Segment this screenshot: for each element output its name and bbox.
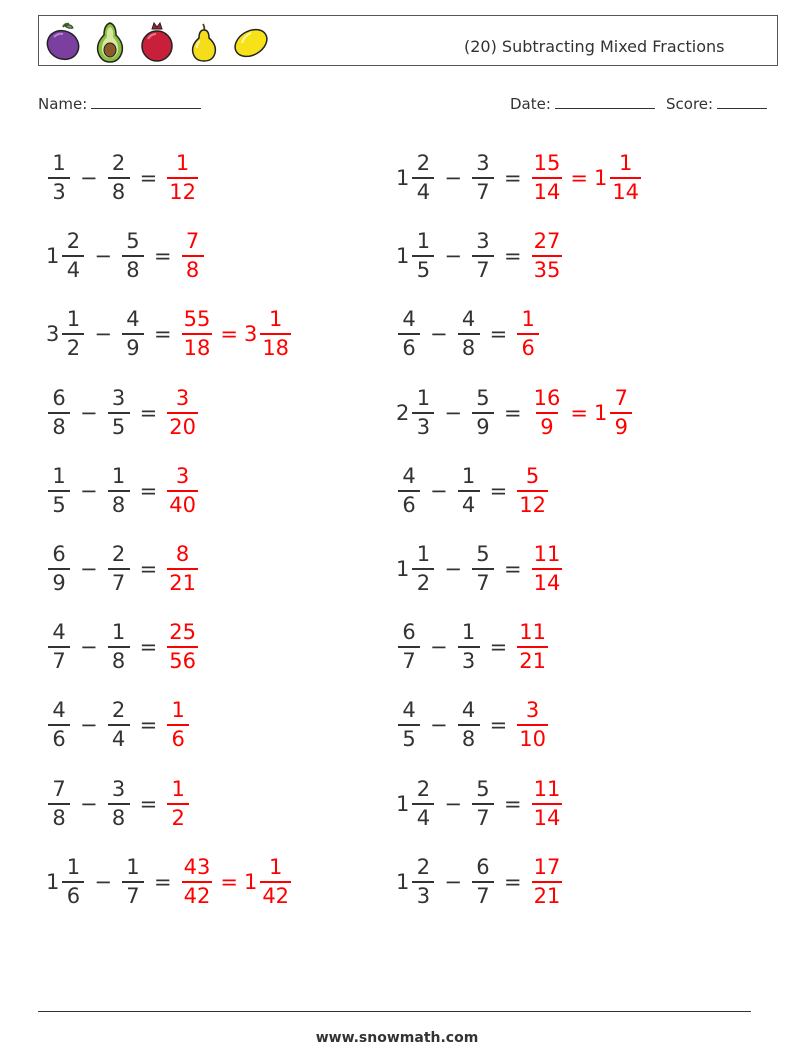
minus-sign: − xyxy=(444,400,462,425)
subtrahend-fraction-denominator: 9 xyxy=(122,333,144,359)
subtrahend-fraction xyxy=(458,622,480,672)
minuend-fraction-numerator: 2 xyxy=(416,776,431,801)
minuend-whole: 1 xyxy=(396,557,410,581)
answer-mixed-fraction xyxy=(610,153,641,203)
minuend-fraction-denominator: 4 xyxy=(412,803,434,829)
minuend-fraction-numerator: 4 xyxy=(402,307,416,332)
subtrahend-fraction-numerator: 1 xyxy=(126,854,140,879)
minuend-fraction-numerator: 1 xyxy=(66,307,81,332)
answer-fraction-denominator: 8 xyxy=(182,255,204,281)
answer xyxy=(530,776,565,830)
subtrahend-fraction-denominator: 8 xyxy=(108,177,130,203)
answer-fraction xyxy=(517,622,548,672)
minuend-fraction-denominator: 8 xyxy=(48,803,70,829)
footer-divider xyxy=(38,1011,751,1012)
minuend-fraction xyxy=(412,153,434,203)
minus-sign: − xyxy=(94,322,112,347)
subtrahend-fraction-denominator: 7 xyxy=(472,803,494,829)
subtrahend-fraction-denominator: 7 xyxy=(472,881,494,907)
answer-fraction xyxy=(182,854,213,908)
minuend-fraction-denominator: 5 xyxy=(412,255,434,281)
answer xyxy=(180,854,293,908)
answer xyxy=(530,153,643,203)
minus-sign: − xyxy=(80,791,98,816)
answer-fraction xyxy=(167,544,198,594)
answer-fraction-numerator: 43 xyxy=(183,854,211,879)
subtrahend-fraction-numerator: 3 xyxy=(476,229,490,254)
minus-sign: − xyxy=(430,478,448,503)
answer-fraction xyxy=(517,309,539,359)
equals-sign: = xyxy=(489,635,508,660)
problem-13 xyxy=(46,617,200,677)
minuend-fraction-numerator: 4 xyxy=(402,463,416,488)
problem-11 xyxy=(46,539,200,599)
answer-mixed-fraction-numerator: 1 xyxy=(618,151,633,175)
minuend-fraction-numerator: 2 xyxy=(66,229,81,254)
minuend-fraction-denominator: 3 xyxy=(412,881,434,907)
minuend-fraction xyxy=(412,544,434,594)
answer-fraction xyxy=(182,309,213,359)
answer-fraction-denominator: 6 xyxy=(517,333,539,359)
answer xyxy=(530,385,635,439)
answer-mixed-whole: 1 xyxy=(593,400,608,425)
subtrahend-fraction-numerator: 5 xyxy=(476,542,490,566)
minuend-fraction xyxy=(48,385,70,439)
answer xyxy=(515,622,550,672)
subtrahend-fraction-numerator: 3 xyxy=(111,385,126,410)
subtrahend-fraction-numerator: 4 xyxy=(461,698,476,723)
problem-10 xyxy=(396,461,550,521)
problem-6 xyxy=(396,304,541,364)
equals-sign: = xyxy=(503,791,522,816)
problem-15 xyxy=(46,695,191,755)
answer-fraction-denominator: 40 xyxy=(167,490,198,516)
answer-fraction-numerator: 11 xyxy=(533,542,561,566)
answer xyxy=(165,463,200,517)
answer-fraction-numerator: 27 xyxy=(533,229,561,254)
answer xyxy=(165,700,191,750)
equals-sign: = xyxy=(489,322,508,347)
minuend-whole: 1 xyxy=(46,869,60,894)
answer-mixed-fraction-numerator: 1 xyxy=(268,854,283,879)
minus-sign: − xyxy=(430,322,448,347)
subtrahend-fraction-numerator: 4 xyxy=(126,307,140,332)
subtrahend-fraction xyxy=(472,854,494,908)
equals-sign: = xyxy=(139,791,158,816)
minuend-fraction-numerator: 4 xyxy=(52,698,66,723)
answer-mixed-whole: 1 xyxy=(593,166,608,190)
answer-fraction xyxy=(532,231,563,281)
subtrahend-fraction-denominator: 7 xyxy=(472,177,494,203)
minus-sign: − xyxy=(80,400,98,425)
minuend-whole: 1 xyxy=(396,869,410,894)
answer-fraction-numerator: 3 xyxy=(525,698,540,723)
minuend-fraction xyxy=(48,544,70,594)
subtrahend-fraction-denominator: 3 xyxy=(458,646,480,672)
minuend-fraction xyxy=(412,854,434,908)
answer-fraction xyxy=(517,463,548,517)
answer-mixed-whole: 3 xyxy=(243,322,258,347)
answer-mixed-fraction xyxy=(260,854,291,908)
answer xyxy=(180,309,293,359)
answer-fraction-numerator: 1 xyxy=(171,698,185,723)
minuend-fraction xyxy=(398,309,420,359)
answer-mixed-fraction-denominator: 42 xyxy=(260,881,291,907)
minuend-fraction-denominator: 6 xyxy=(398,490,420,516)
minuend-fraction-denominator: 3 xyxy=(412,412,434,438)
answer-fraction xyxy=(532,776,563,830)
answer-fraction-numerator: 1 xyxy=(175,151,190,175)
subtrahend-fraction-denominator: 8 xyxy=(108,803,130,829)
minuend-fraction-numerator: 7 xyxy=(52,776,66,801)
minuend-fraction-denominator: 6 xyxy=(62,881,84,907)
answer-fraction-numerator: 8 xyxy=(175,542,190,566)
problem-17 xyxy=(46,774,191,834)
subtrahend-fraction-numerator: 4 xyxy=(461,307,476,332)
answer-fraction-denominator: 35 xyxy=(532,255,563,281)
minus-sign: − xyxy=(94,869,112,894)
minus-sign: − xyxy=(444,166,462,190)
worksheet-title: (20) Subtracting Mixed Fractions xyxy=(464,37,725,56)
answer xyxy=(165,385,200,439)
subtrahend-fraction xyxy=(122,231,144,281)
answer-fraction xyxy=(532,854,563,908)
score-label: Score: xyxy=(666,95,714,113)
subtrahend-fraction xyxy=(458,463,480,517)
minuend-fraction-numerator: 6 xyxy=(52,542,66,566)
subtrahend-fraction xyxy=(472,231,494,281)
equals-sign: = xyxy=(153,869,172,894)
subtrahend-fraction xyxy=(122,309,144,359)
minuend-fraction-numerator: 2 xyxy=(416,151,431,175)
subtrahend-fraction xyxy=(472,385,494,439)
problem-18 xyxy=(396,774,564,834)
answer-fraction xyxy=(167,153,198,203)
subtrahend-fraction-numerator: 6 xyxy=(476,854,490,879)
answer-fraction-numerator: 1 xyxy=(171,776,185,801)
equals-sign: = xyxy=(139,478,158,503)
subtrahend-fraction-denominator: 8 xyxy=(108,646,130,672)
problem-14 xyxy=(396,617,550,677)
answer-fraction-denominator: 14 xyxy=(532,177,563,203)
problem-5 xyxy=(46,304,293,364)
answer-fraction-denominator: 20 xyxy=(167,412,198,438)
minuend-whole: 1 xyxy=(46,244,60,269)
subtrahend-fraction xyxy=(108,544,130,594)
minuend-fraction-denominator: 6 xyxy=(48,724,70,750)
answer-fraction-numerator: 7 xyxy=(185,229,200,254)
answer-fraction xyxy=(532,544,563,594)
answer-fraction-denominator: 9 xyxy=(536,412,558,438)
equals-sign: = xyxy=(139,400,158,425)
minuend-fraction-numerator: 1 xyxy=(66,854,81,879)
minuend-fraction xyxy=(62,854,84,908)
answer-fraction xyxy=(517,700,548,750)
minuend-fraction-denominator: 4 xyxy=(62,255,84,281)
subtrahend-fraction-numerator: 3 xyxy=(111,776,126,801)
minuend-fraction-denominator: 2 xyxy=(62,333,84,359)
subtrahend-fraction-numerator: 1 xyxy=(461,620,476,645)
minus-sign: − xyxy=(430,635,448,660)
answer-mixed-fraction-denominator: 14 xyxy=(610,177,641,203)
name-label: Name: xyxy=(38,95,88,113)
answer-fraction-numerator: 55 xyxy=(183,307,211,332)
minus-sign: − xyxy=(80,557,98,581)
minuend-fraction-denominator: 6 xyxy=(398,333,420,359)
subtrahend-fraction-denominator: 8 xyxy=(458,724,480,750)
minuend-fraction xyxy=(398,700,420,750)
answer-fraction xyxy=(167,776,189,830)
answer xyxy=(165,776,191,830)
subtrahend-fraction-denominator: 7 xyxy=(122,881,144,907)
minuend-fraction-numerator: 1 xyxy=(52,463,66,488)
answer-fraction-denominator: 6 xyxy=(167,724,189,750)
minus-sign: − xyxy=(94,244,112,269)
subtrahend-fraction-denominator: 5 xyxy=(108,412,130,438)
minus-sign: − xyxy=(444,557,462,581)
answer-fraction-numerator: 16 xyxy=(533,385,561,410)
answer-fraction-numerator: 25 xyxy=(169,620,196,645)
answer-fraction-numerator: 1 xyxy=(521,307,535,332)
answer-fraction-numerator: 17 xyxy=(533,854,561,879)
subtrahend-fraction xyxy=(122,854,144,908)
subtrahend-fraction xyxy=(472,153,494,203)
answer-equals-sign: = xyxy=(220,322,238,347)
minuend-fraction xyxy=(398,622,420,672)
subtrahend-fraction xyxy=(108,385,130,439)
answer-fraction xyxy=(532,153,563,203)
minuend-whole: 2 xyxy=(396,400,410,425)
answer xyxy=(165,544,200,594)
problem-4 xyxy=(396,226,564,286)
answer-fraction xyxy=(167,385,198,439)
answer-mixed-whole: 1 xyxy=(243,869,258,894)
equals-sign: = xyxy=(153,244,172,269)
minuend-whole: 1 xyxy=(396,244,410,269)
minuend-fraction-denominator: 2 xyxy=(412,568,434,594)
answer-fraction-denominator: 18 xyxy=(182,333,213,359)
date-label: Date: xyxy=(510,95,551,113)
answer xyxy=(530,854,565,908)
minuend-fraction-numerator: 4 xyxy=(402,698,416,723)
subtrahend-fraction xyxy=(108,776,130,830)
answer-fraction-denominator: 21 xyxy=(167,568,198,594)
equals-sign: = xyxy=(153,322,172,347)
answer-fraction-denominator: 14 xyxy=(532,803,563,829)
answer-fraction xyxy=(182,231,204,281)
subtrahend-fraction xyxy=(108,622,130,672)
subtrahend-fraction-denominator: 7 xyxy=(472,568,494,594)
minuend-whole: 1 xyxy=(396,791,410,816)
minuend-fraction-denominator: 8 xyxy=(48,412,70,438)
answer-fraction xyxy=(167,622,198,672)
answer-fraction-numerator: 3 xyxy=(175,463,190,488)
subtrahend-fraction-denominator: 4 xyxy=(108,724,130,750)
equals-sign: = xyxy=(139,166,158,190)
problem-2 xyxy=(396,148,643,208)
subtrahend-fraction-numerator: 3 xyxy=(476,151,490,175)
answer-fraction-denominator: 10 xyxy=(517,724,548,750)
problem-3 xyxy=(46,226,206,286)
answer-mixed-fraction xyxy=(610,385,632,439)
answer-fraction-numerator: 5 xyxy=(525,463,540,488)
answer xyxy=(530,544,565,594)
answer-fraction-numerator: 3 xyxy=(175,385,190,410)
minuend-fraction xyxy=(48,622,70,672)
minuend-fraction xyxy=(48,153,70,203)
minuend-fraction xyxy=(412,231,434,281)
equals-sign: = xyxy=(503,400,522,425)
subtrahend-fraction-denominator: 7 xyxy=(108,568,130,594)
minuend-fraction xyxy=(62,231,84,281)
minuend-fraction-numerator: 1 xyxy=(52,151,66,175)
problem-8 xyxy=(396,383,634,443)
minuend-fraction-numerator: 1 xyxy=(416,542,431,566)
minus-sign: − xyxy=(444,244,462,269)
subtrahend-fraction-numerator: 5 xyxy=(476,385,490,410)
minuend-fraction-numerator: 1 xyxy=(416,385,431,410)
answer-fraction xyxy=(167,463,198,517)
subtrahend-fraction xyxy=(472,776,494,830)
equals-sign: = xyxy=(139,713,158,738)
subtrahend-fraction-numerator: 5 xyxy=(126,229,140,254)
answer xyxy=(180,231,206,281)
answer xyxy=(515,463,550,517)
minuend-whole: 1 xyxy=(396,166,410,190)
answer-fraction-denominator: 12 xyxy=(167,177,198,203)
answer-fraction xyxy=(167,700,189,750)
minuend-fraction-numerator: 6 xyxy=(402,620,416,645)
answer-fraction-denominator: 42 xyxy=(182,881,213,907)
minuend-fraction-numerator: 4 xyxy=(52,620,66,645)
minuend-fraction xyxy=(48,700,70,750)
minuend-fraction-denominator: 5 xyxy=(48,490,70,516)
subtrahend-fraction-numerator: 5 xyxy=(476,776,490,801)
subtrahend-fraction xyxy=(458,700,480,750)
subtrahend-fraction xyxy=(472,544,494,594)
answer-mixed-fraction xyxy=(260,309,291,359)
minus-sign: − xyxy=(80,713,98,738)
answer-equals-sign: = xyxy=(570,400,588,425)
subtrahend-fraction-numerator: 2 xyxy=(111,542,126,566)
answer xyxy=(530,231,565,281)
equals-sign: = xyxy=(139,557,158,581)
minuend-fraction-denominator: 9 xyxy=(48,568,70,594)
minuend-fraction-denominator: 3 xyxy=(48,177,70,203)
answer-fraction-denominator: 56 xyxy=(167,646,198,672)
answer xyxy=(515,700,550,750)
problem-12 xyxy=(396,539,564,599)
subtrahend-fraction xyxy=(108,463,130,517)
equals-sign: = xyxy=(503,557,522,581)
minuend-fraction xyxy=(412,385,434,439)
answer-fraction-denominator: 21 xyxy=(517,646,548,672)
answer xyxy=(165,153,200,203)
minuend-fraction xyxy=(412,776,434,830)
answer-mixed-fraction-numerator: 7 xyxy=(614,385,628,410)
minuend-fraction-denominator: 5 xyxy=(398,724,420,750)
subtrahend-fraction-numerator: 2 xyxy=(111,151,126,175)
minuend-fraction-denominator: 7 xyxy=(48,646,70,672)
answer-fraction-numerator: 11 xyxy=(519,620,546,645)
equals-sign: = xyxy=(503,869,522,894)
subtrahend-fraction-denominator: 9 xyxy=(472,412,494,438)
equals-sign: = xyxy=(503,166,522,190)
subtrahend-fraction-denominator: 8 xyxy=(458,333,480,359)
minuend-fraction xyxy=(48,776,70,830)
subtrahend-fraction-denominator: 8 xyxy=(122,255,144,281)
equals-sign: = xyxy=(489,713,508,738)
answer xyxy=(515,309,541,359)
answer-fraction-denominator: 14 xyxy=(532,568,563,594)
minus-sign: − xyxy=(444,869,462,894)
problem-7 xyxy=(46,383,200,443)
problem-20 xyxy=(396,852,564,912)
answer-fraction xyxy=(532,385,563,439)
subtrahend-fraction-numerator: 1 xyxy=(461,463,476,488)
answer-equals-sign: = xyxy=(220,869,238,894)
subtrahend-fraction-denominator: 8 xyxy=(108,490,130,516)
minus-sign: − xyxy=(430,713,448,738)
footer-url: www.snowmath.com xyxy=(315,1030,479,1046)
answer-mixed-fraction-numerator: 1 xyxy=(268,307,283,332)
answer-mixed-fraction-denominator: 18 xyxy=(260,333,291,359)
subtrahend-fraction-numerator: 1 xyxy=(111,463,126,488)
minuend-fraction-numerator: 6 xyxy=(52,385,66,410)
answer-fraction-numerator: 15 xyxy=(533,151,561,175)
minuend-fraction-denominator: 4 xyxy=(412,177,434,203)
answer-equals-sign: = xyxy=(570,166,588,190)
subtrahend-fraction-denominator: 4 xyxy=(458,490,480,516)
problem-16 xyxy=(396,695,550,755)
problem-9 xyxy=(46,461,200,521)
problem-1 xyxy=(46,148,200,208)
subtrahend-fraction xyxy=(108,700,130,750)
answer xyxy=(165,622,200,672)
equals-sign: = xyxy=(139,635,158,660)
problem-19 xyxy=(46,852,293,912)
minuend-fraction-denominator: 7 xyxy=(398,646,420,672)
minus-sign: − xyxy=(80,166,98,190)
answer-mixed-fraction-denominator: 9 xyxy=(610,412,632,438)
minuend-fraction-numerator: 1 xyxy=(416,229,431,254)
minuend-whole: 3 xyxy=(46,322,60,347)
subtrahend-fraction xyxy=(458,309,480,359)
subtrahend-fraction-denominator: 7 xyxy=(472,255,494,281)
minuend-fraction xyxy=(62,309,84,359)
minuend-fraction xyxy=(48,463,70,517)
subtrahend-fraction-numerator: 1 xyxy=(111,620,126,645)
answer-fraction-denominator: 21 xyxy=(532,881,563,907)
minus-sign: − xyxy=(80,635,98,660)
minuend-fraction xyxy=(398,463,420,517)
answer-fraction-numerator: 11 xyxy=(533,776,561,801)
minus-sign: − xyxy=(444,791,462,816)
equals-sign: = xyxy=(503,244,522,269)
subtrahend-fraction-numerator: 2 xyxy=(111,698,126,723)
subtrahend-fraction xyxy=(108,153,130,203)
answer-fraction-denominator: 12 xyxy=(517,490,548,516)
equals-sign: = xyxy=(489,478,508,503)
minus-sign: − xyxy=(80,478,98,503)
answer-fraction-denominator: 2 xyxy=(167,803,189,829)
minuend-fraction-numerator: 2 xyxy=(416,854,431,879)
